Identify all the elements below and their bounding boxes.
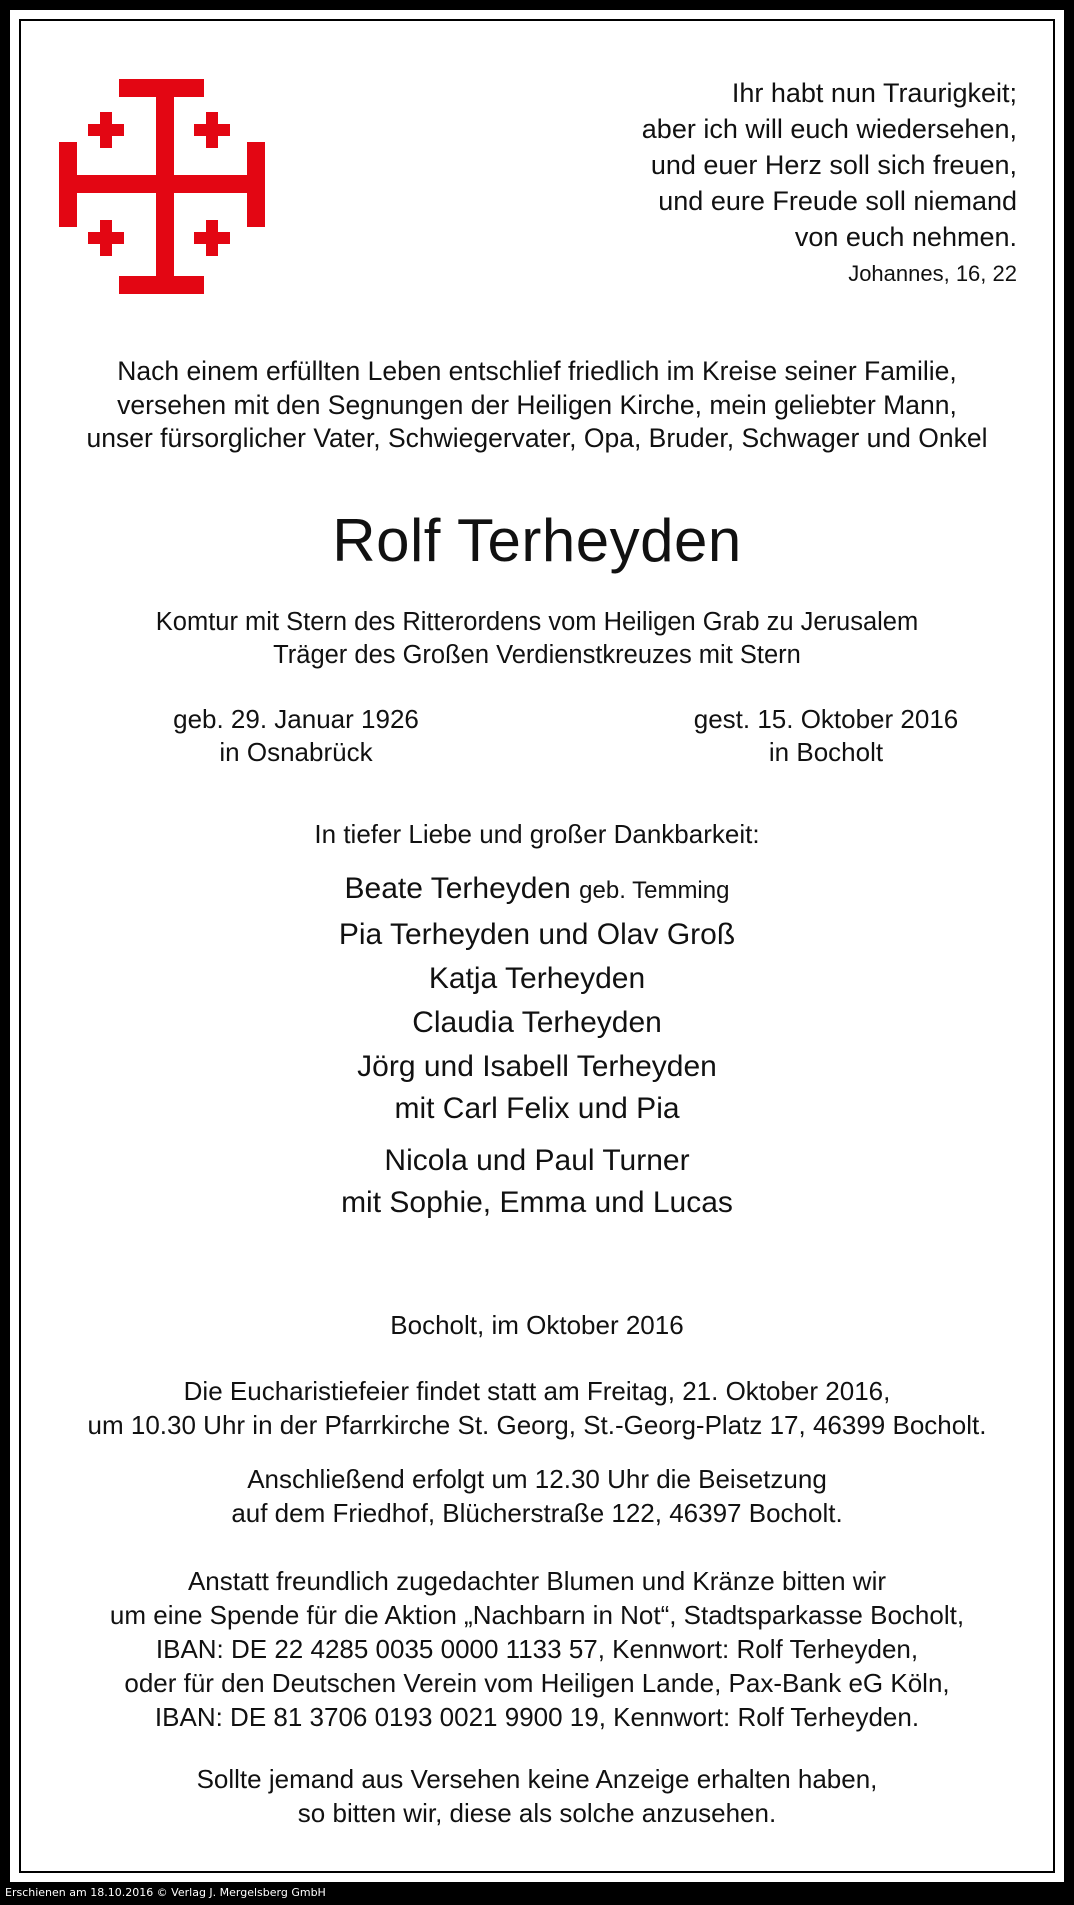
intro-line: versehen mit den Segnungen der Heiligen Kirche, mein geliebter Mann, bbox=[117, 389, 957, 420]
maiden-name: geb. Temming bbox=[579, 877, 730, 904]
verse-line: aber ich will euch wiedersehen, bbox=[641, 114, 1017, 144]
donation-line: oder für den Deutschen Verein vom Heiligen Lande, Pax-Bank eG Köln, bbox=[124, 1668, 950, 1698]
mourners-heading: In tiefer Liebe und großer Dankbarkeit: bbox=[314, 819, 760, 849]
mourner-name: Pia Terheyden und Olav Groß bbox=[338, 918, 736, 951]
title-line: Komtur mit Stern des Ritterordens vom Heiligen Grab zu Jerusalem bbox=[155, 608, 919, 636]
birth-info bbox=[111, 703, 481, 769]
obituary-border bbox=[19, 19, 1055, 1873]
donation-line: IBAN: DE 81 3706 0193 0021 9900 19, Kennwort: Rolf Terheyden. bbox=[154, 1702, 920, 1732]
verse-line: und euer Herz soll sich freuen, bbox=[650, 150, 1017, 180]
verse-line: von euch nehmen. bbox=[794, 222, 1017, 252]
mourners-list bbox=[21, 867, 1053, 1225]
mourner-name: Beate Terheyden bbox=[344, 872, 571, 905]
bible-verse bbox=[497, 75, 1017, 289]
mourner-children: mit Carl Felix und Pia bbox=[394, 1092, 680, 1125]
intro-line: Nach einem erfüllten Leben entschlief friedlich im Kreise seiner Familie, bbox=[117, 356, 957, 386]
service-line: um 10.30 Uhr in der Pfarrkirche St. Georg, St.-Georg-Platz 17, 46399 Bocholt. bbox=[87, 1410, 987, 1440]
burial-info bbox=[21, 1462, 1053, 1530]
burial-line: auf dem Friedhof, Blücherstraße 122, 46397 Bocholt. bbox=[231, 1498, 843, 1528]
mourner-name: Nicola und Paul Turner bbox=[384, 1144, 690, 1177]
jerusalem-cross-icon bbox=[59, 79, 265, 294]
verse-reference: Johannes, 16, 22 bbox=[848, 261, 1017, 286]
service-info bbox=[21, 1374, 1053, 1442]
birth-date: geb. 29. Januar 1926 bbox=[173, 704, 419, 734]
birth-place: in Osnabrück bbox=[219, 737, 373, 767]
donation-line: um eine Spende für die Aktion „Nachbarn in Not“, Stadtsparkasse Bocholt, bbox=[109, 1600, 965, 1630]
closing-note bbox=[21, 1762, 1053, 1830]
death-info bbox=[641, 703, 1011, 769]
intro-line: unser fürsorglicher Vater, Schwiegervater, Opa, Bruder, Schwager und Onkel bbox=[86, 423, 988, 453]
mourner-name: Jörg und Isabell Terheyden bbox=[357, 1050, 717, 1083]
death-place: in Bocholt bbox=[768, 737, 884, 767]
intro-text bbox=[21, 355, 1053, 456]
obituary-card bbox=[10, 10, 1064, 1882]
title-line: Träger des Großen Verdienstkreuzes mit Stern bbox=[273, 641, 801, 669]
place-date: Bocholt, im Oktober 2016 bbox=[390, 1310, 684, 1340]
deceased-name: Rolf Terheyden bbox=[332, 507, 742, 574]
mourner-name: Katja Terheyden bbox=[428, 962, 646, 995]
publication-footer: Erschienen am 18.10.2016 © Verlag J. Mergelsberg GmbH bbox=[5, 1886, 326, 1899]
cross-shapes bbox=[59, 79, 265, 294]
service-line: Die Eucharistiefeier findet statt am Freitag, 21. Oktober 2016, bbox=[183, 1376, 891, 1406]
burial-line: Anschließend erfolgt um 12.30 Uhr die Beisetzung bbox=[247, 1464, 827, 1494]
closing-line: so bitten wir, diese als solche anzusehen. bbox=[297, 1798, 777, 1828]
donation-line: IBAN: DE 22 4285 0035 0000 1133 57, Kennwort: Rolf Terheyden, bbox=[155, 1634, 919, 1664]
mourner-children: mit Sophie, Emma und Lucas bbox=[341, 1186, 733, 1219]
donation-line: Anstatt freundlich zugedachter Blumen und Kränze bitten wir bbox=[187, 1566, 887, 1596]
closing-line: Sollte jemand aus Versehen keine Anzeige erhalten haben, bbox=[196, 1764, 878, 1794]
verse-line: Ihr habt nun Traurigkeit; bbox=[731, 78, 1017, 108]
mourner-spouse bbox=[21, 867, 1053, 913]
mourner-name: Claudia Terheyden bbox=[412, 1006, 662, 1039]
death-date: gest. 15. Oktober 2016 bbox=[693, 704, 959, 734]
verse-line: und eure Freude soll niemand bbox=[658, 186, 1017, 216]
donation-info bbox=[21, 1564, 1053, 1734]
deceased-titles bbox=[21, 606, 1053, 672]
